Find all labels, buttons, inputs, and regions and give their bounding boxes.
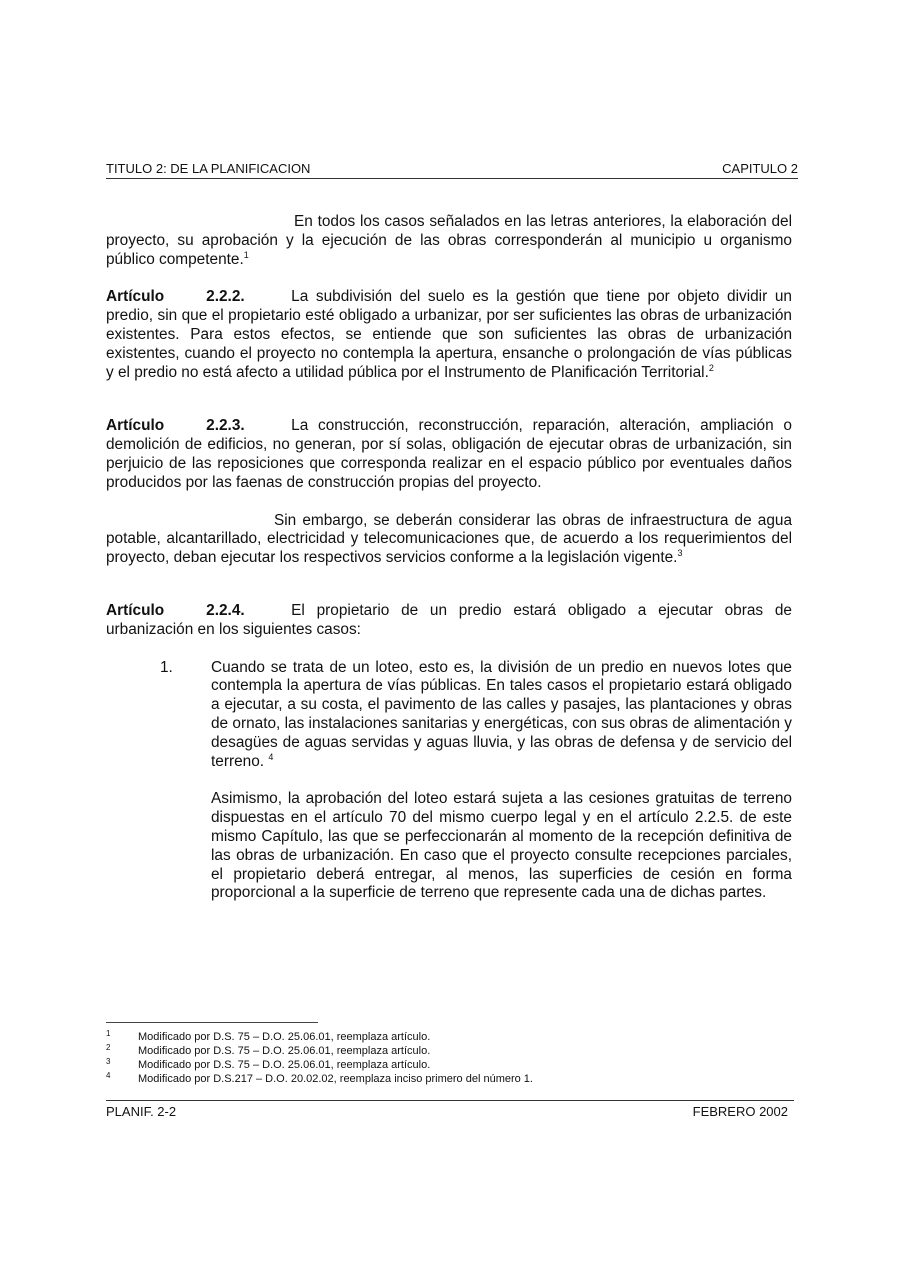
article-heading: Artículo 2.2.3.: [106, 417, 245, 435]
footnote: 4 Modificado por D.S.217 – D.O. 20.02.02, reemplaza inciso primero del número 1.: [106, 1071, 533, 1085]
footer-date: FEBRERO 2002: [692, 1104, 788, 1119]
footnote: 2 Modificado por D.S. 75 – D.O. 25.06.01, reemplaza artículo.: [106, 1043, 431, 1057]
footer-page-number: PLANIF. 2-2: [106, 1104, 177, 1119]
footnote-ref: 4: [268, 751, 274, 762]
list-item-paragraph-2: Asimismo, la aprobación del loteo estará sujeta a las cesiones gratuitas de terreno dispuestas en el artículo 70 del mismo cuerpo legal y en el artículo 2.2.5. de este mismo Capítulo, las que se perfeccionarán al momento de la recepción definitiva de las obras de urbanización. En caso que el proyecto consulte recepciones parciales, el propietario deberá entregar, al menos, las superficies de cesión en forma proporcional a la superficie de terreno que represente cada una de dichas partes.: [211, 790, 792, 902]
document-body: [106, 213, 792, 903]
intro-paragraph: En todos los casos señalados en las letras anteriores, la elaboración del proyecto, su aprobación y la ejecución de las obras corresponderán al municipio u organismo público competente.$^1$: [106, 213, 792, 268]
list-number: 1.: [160, 658, 173, 676]
footnote-divider: [106, 1022, 318, 1023]
footnote-ref: 1: [243, 249, 249, 260]
article-2-2-3-paragraph-2: Sin embargo, se deberán considerar las obras de infraestructura de agua potable, alcantarillado, electricidad y telecomunicaciones que, de acuerdo a los requerimientos del proyecto, deban ejecutar los respectivos servicios conforme a la legislación vigente.$^3$: [106, 511, 792, 567]
footnote-ref: 2: [708, 362, 714, 373]
header-title: TITULO 2: DE LA PLANIFICACION: [106, 161, 311, 176]
article-2-2-3: Artículo 2.2.3. La construcción, reconstrucción, reparación, alteración, ampliación o demolición de edificios, no generan, por sí solas, obligación de ejecutar obras de urbanización, sin perjuicio de las reposiciones que corresponda realizar en el espacio público por eventuales daños producidos por las faenas de construcción propias del proyecto.: [106, 417, 792, 491]
list-item-1: [106, 659, 792, 904]
article-heading: Artículo 2.2.2.: [106, 288, 245, 306]
page-header: [106, 160, 798, 179]
footnote-ref: 3: [677, 548, 683, 559]
footnote: 1 Modificado por D.S. 75 – D.O. 25.06.01, reemplaza artículo.: [106, 1029, 431, 1043]
header-chapter: CAPITULO 2: [722, 161, 798, 176]
footnote: 3 Modificado por D.S. 75 – D.O. 25.06.01, reemplaza artículo.: [106, 1057, 431, 1071]
article-heading: Artículo 2.2.4.: [106, 601, 245, 619]
article-2-2-2: Artículo 2.2.2. La subdivisión del suelo es la gestión que tiene por objeto dividir un predio, sin que el propietario esté obligado a urbanizar, por ser suficientes las obras de urbanización existentes. Para estos efectos, se entiende que son suficientes las obras de urbanización existentes, cuando el proyecto no contempla la apertura, ensanche o prolongación de vías públicas y el predio no está afecto a utilidad pública por el Instrumento de Planificación Territorial.$^2$: [106, 288, 792, 381]
article-2-2-4: Artículo 2.2.4. El propietario de un predio estará obligado a ejecutar obras de urbanización en los siguientes casos:: [106, 601, 792, 638]
page-footer: [106, 1100, 794, 1121]
list-item-paragraph: Cuando se trata de un loteo, esto es, la división de un predio en nuevos lotes que contempla la apertura de vías públicas. En tales casos el propietario estará obligado a ejecutar, a su costa, el pavimento de las calles y pasajes, las plantaciones y obras de ornato, las instalaciones sanitarias y energéticas, con sus obras de alimentación y desagües de aguas servidas y aguas lluvia, y las obras de defensa y de servicio del terreno. $^4$: [211, 658, 792, 770]
footnotes: [106, 1030, 533, 1086]
